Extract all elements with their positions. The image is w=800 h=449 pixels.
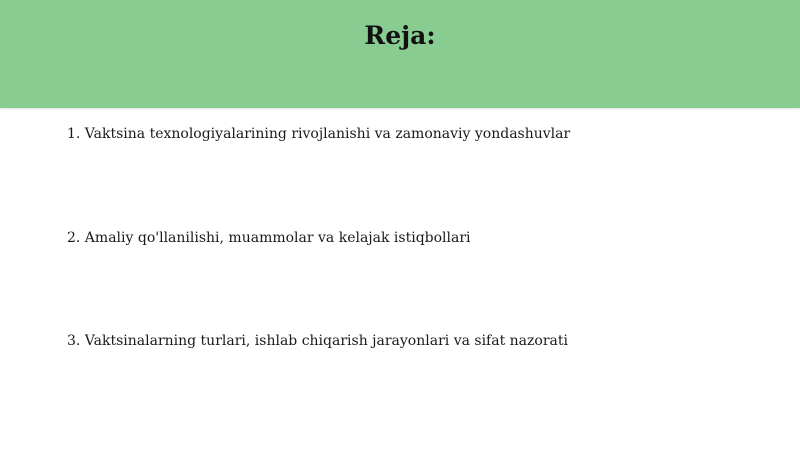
title-banner [0, 0, 800, 108]
agenda-item-2: 2. Amaliy qo'llanilishi, muammolar va kelajak istiqbollari [67, 230, 471, 246]
agenda-item-3: 3. Vaktsinalarning turlari, ishlab chiqarish jarayonlari va sifat nazorati [67, 333, 568, 349]
agenda-item-1: 1. Vaktsina texnologiyalarining rivojlanishi va zamonaviy yondashuvlar [67, 126, 571, 142]
slide-title: Reja: [364, 21, 436, 50]
